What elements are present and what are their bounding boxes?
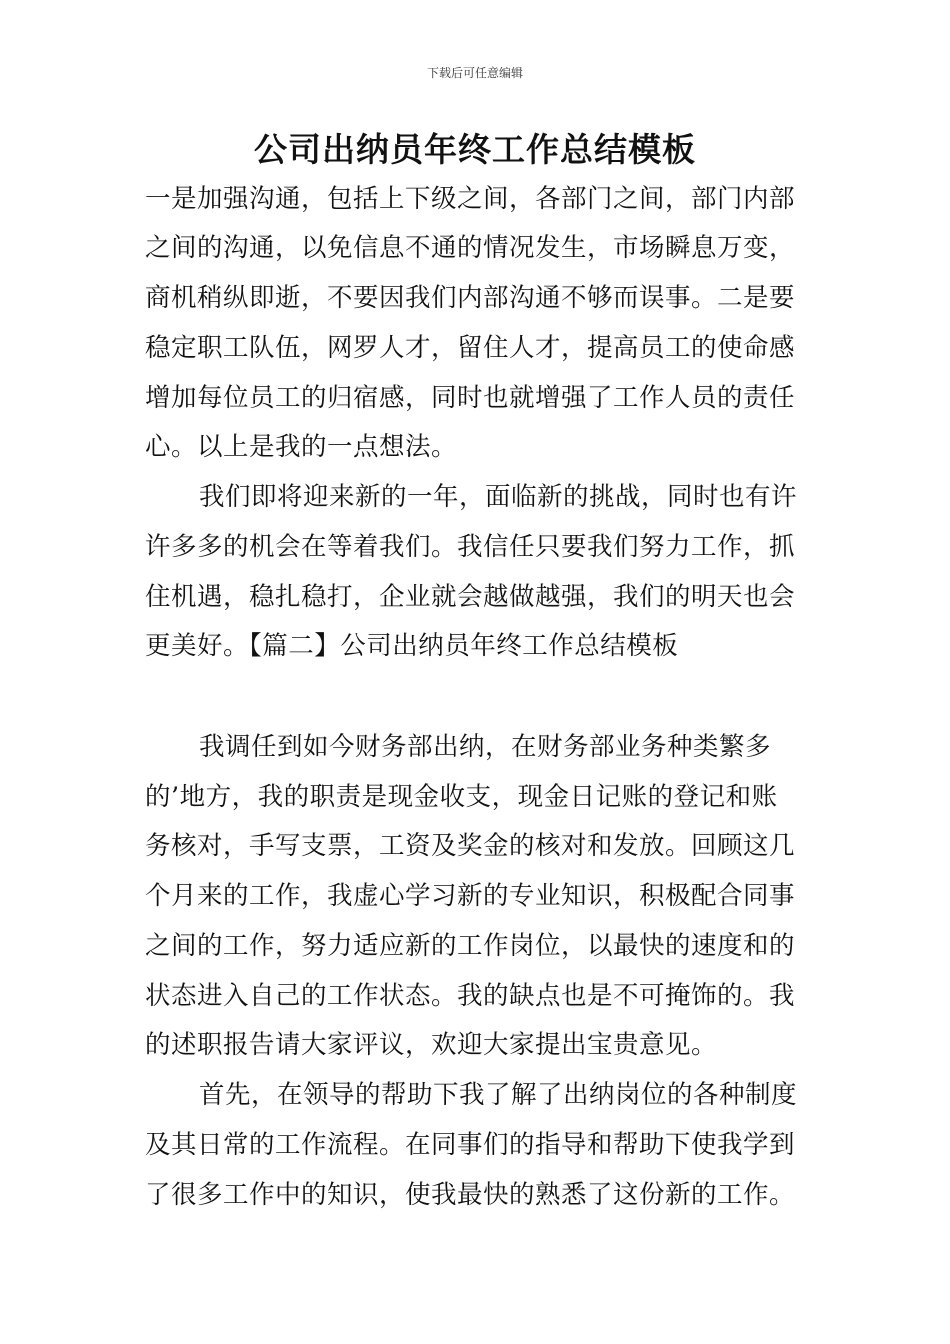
text-line: 更美好。【篇二】公司出纳员年终工作总结模板 [145,631,679,661]
text-line: 我们即将迎来新的一年，面临新的挑战，同时也有许 [199,482,798,512]
text-line: 个月来的工作，我虚心学习新的专业知识，积极配合同事 [145,881,796,911]
text-line: 了很多工作中的知识，使我最快的熟悉了这份新的工作。 [145,1180,796,1210]
text-line: 的述职报告请大家评议，欢迎大家提出宝贵意见。 [145,1030,718,1060]
text-line: 及其日常的工作流程。在同事们的指导和帮助下使我学到 [145,1130,796,1160]
text-line: 一是加强沟通，包括上下级之间，各部门之间，部门内部 [145,184,796,214]
text-line: 的’地方，我的职责是现金收支，现金日记账的登记和账 [145,782,778,812]
text-line: 之间的工作，努力适应新的工作岗位，以最快的速度和的 [145,931,796,961]
text-line: 状态进入自己的工作状态。我的缺点也是不可掩饰的。我 [145,981,796,1011]
text-line: 许多多的机会在等着我们。我信任只要我们努力工作，抓 [145,532,796,562]
text-line: 首先，在领导的帮助下我了解了出纳岗位的各种制度 [199,1080,798,1110]
text-line: 增加每位员工的归宿感，同时也就增强了工作人员的责任 [145,383,796,413]
text-line: 我调任到如今财务部出纳，在财务部业务种类繁多 [199,732,772,762]
text-line: 务核对，手写支票，工资及奖金的核对和发放。回顾这几 [145,831,796,861]
text-line: 商机稍纵即逝，不要因我们内部沟通不够而误事。二是要 [145,283,796,313]
text-line: 心。以上是我的一点想法。 [145,432,458,462]
text-line: 之间的沟通，以免信息不通的情况发生，市场瞬息万变， [145,233,796,263]
text-line: 住机遇，稳扎稳打，企业就会越做越强，我们的明天也会 [145,582,796,612]
text-line: 稳定职工队伍，网罗人才，留住人才，提高员工的使命感 [145,333,796,363]
document-title: 公司出纳员年终工作总结模板 [254,130,696,169]
header-note: 下载后可任意编辑 [426,66,523,80]
